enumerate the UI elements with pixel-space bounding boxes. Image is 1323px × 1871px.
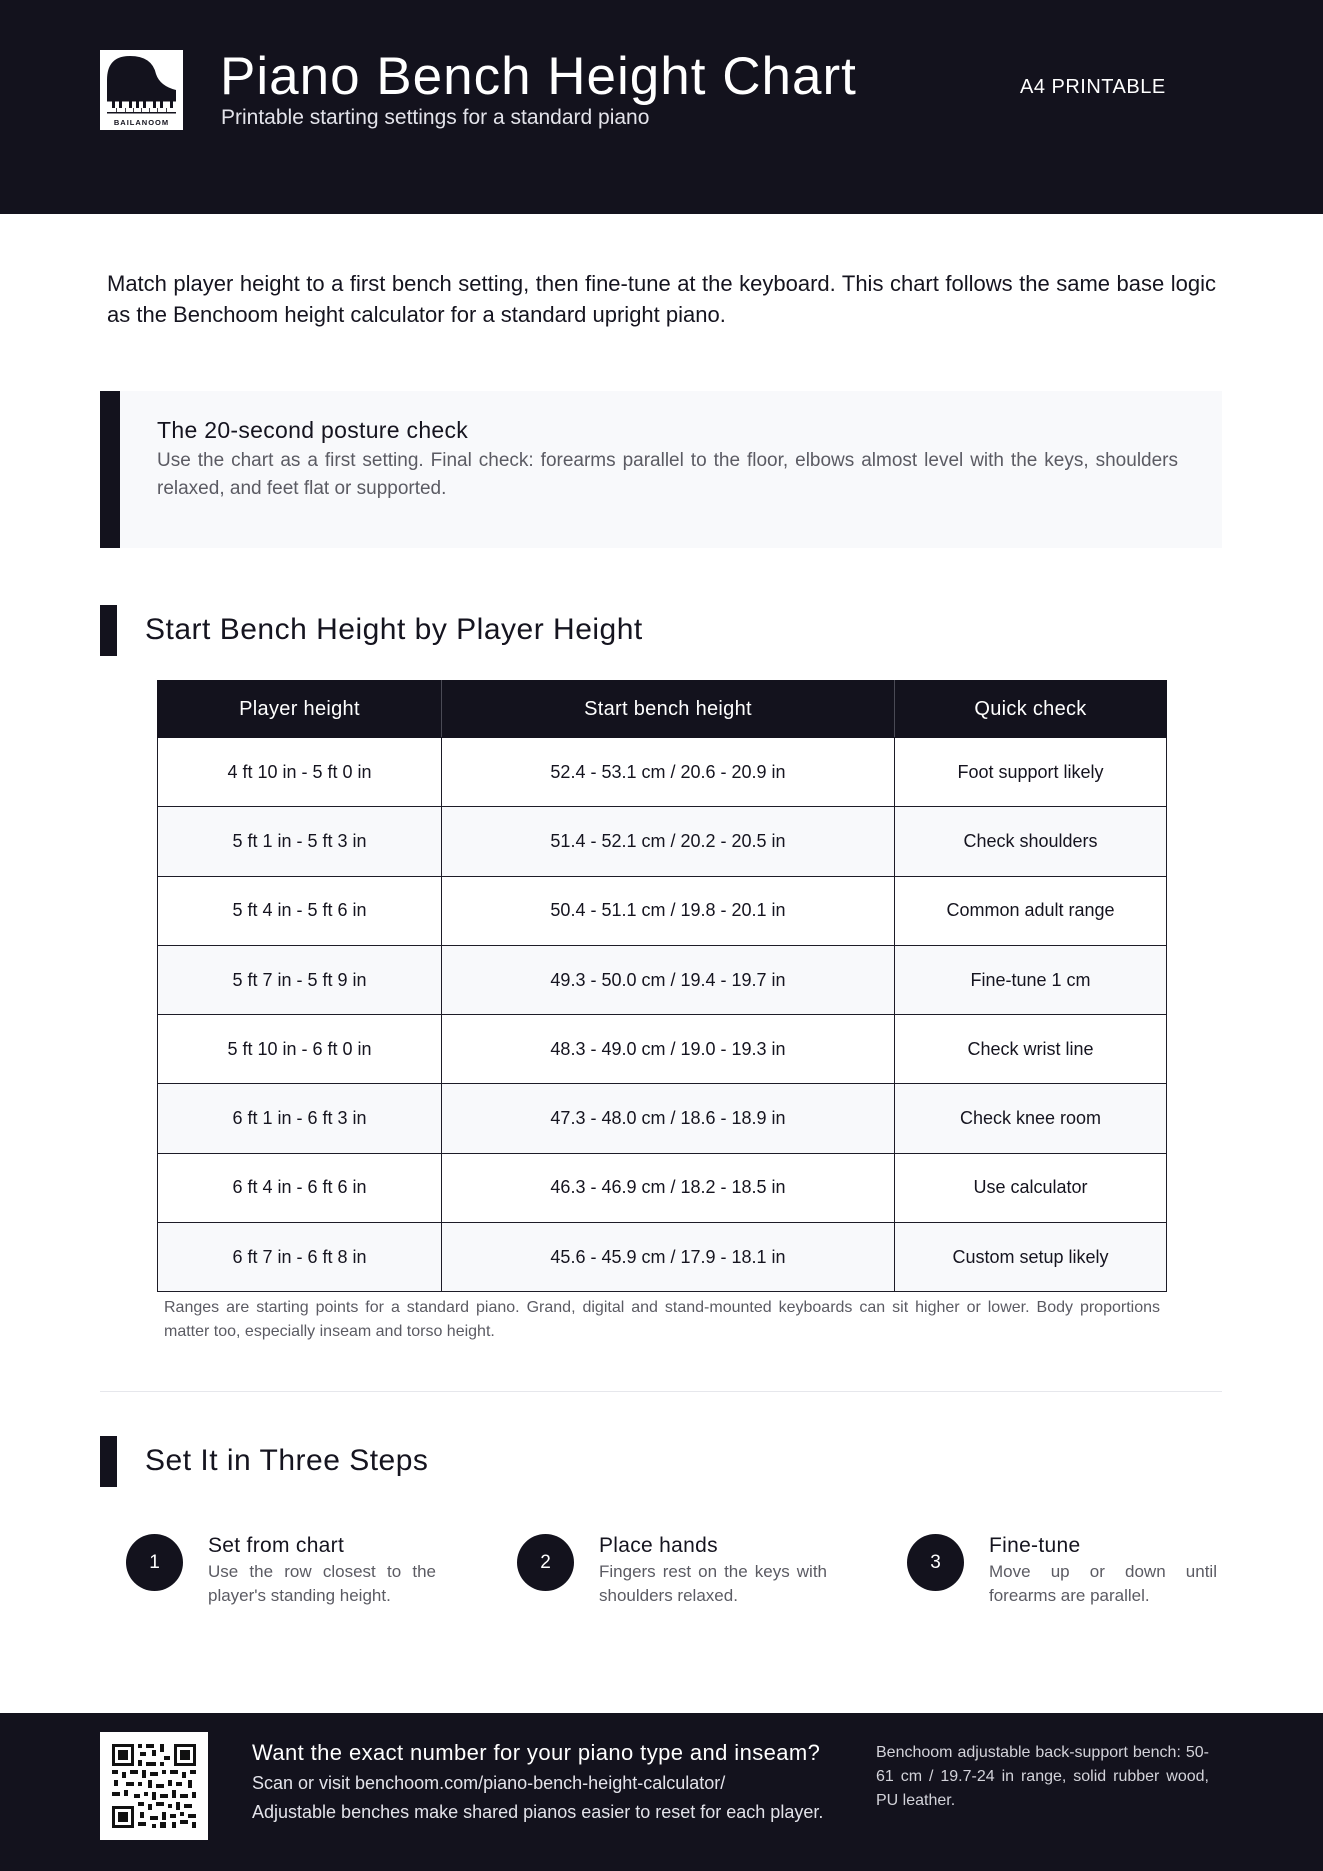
cell-quick-check: Custom setup likely bbox=[895, 1223, 1167, 1292]
table-row bbox=[158, 945, 1167, 1014]
step-body: Fingers rest on the keys with shoulders relaxed. bbox=[599, 1562, 827, 1605]
step-1 bbox=[126, 1534, 456, 1614]
page-title: Piano Bench Height Chart bbox=[220, 47, 857, 106]
cell-player-height: 5 ft 1 in - 5 ft 3 in bbox=[158, 807, 442, 876]
column-header-start-bench-height: Start bench height bbox=[442, 681, 895, 738]
cell-bench-height: 48.3 - 49.0 cm / 19.0 - 19.3 in bbox=[442, 1015, 895, 1084]
footer-heading: Want the exact number for your piano type and inseam? bbox=[252, 1740, 821, 1765]
page-footer bbox=[0, 1713, 1323, 1871]
table-row bbox=[158, 1223, 1167, 1292]
cell-quick-check: Common adult range bbox=[895, 876, 1167, 945]
cell-player-height: 5 ft 7 in - 5 ft 9 in bbox=[158, 945, 442, 1014]
step-3 bbox=[907, 1534, 1237, 1614]
intro-paragraph: Match player height to a first bench setting, then fine-tune at the keyboard. This chart follows the same base logic as the Benchoom height calculator for a standard upright piano. bbox=[107, 271, 1216, 327]
table-row bbox=[158, 1153, 1167, 1222]
column-header-quick-check: Quick check bbox=[895, 681, 1167, 738]
table-row bbox=[158, 876, 1167, 945]
callout-body: Use the chart as a first setting. Final check: forearms parallel to the floor, elbows almost level with the keys, shoulders relaxed, and feet flat or supported. bbox=[157, 450, 1178, 499]
cell-bench-height: 45.6 - 45.9 cm / 17.9 - 18.1 in bbox=[442, 1223, 895, 1292]
cell-player-height: 5 ft 10 in - 6 ft 0 in bbox=[158, 1015, 442, 1084]
table-row bbox=[158, 738, 1167, 807]
cell-bench-height: 47.3 - 48.0 cm / 18.6 - 18.9 in bbox=[442, 1084, 895, 1153]
step-body: Move up or down until forearms are parallel. bbox=[989, 1562, 1217, 1605]
step-title: Fine-tune bbox=[989, 1534, 1081, 1557]
page-subtitle: Printable starting settings for a standard piano bbox=[221, 106, 650, 129]
logo-wordmark: BAILANOOM bbox=[113, 118, 170, 127]
a4-printable-badge: A4 PRINTABLE bbox=[1020, 76, 1166, 98]
table-row bbox=[158, 1084, 1167, 1153]
page-header bbox=[0, 0, 1323, 214]
cell-quick-check: Check knee room bbox=[895, 1084, 1167, 1153]
bench-height-table bbox=[157, 680, 1167, 1292]
cell-player-height: 5 ft 4 in - 5 ft 6 in bbox=[158, 876, 442, 945]
cell-player-height: 6 ft 7 in - 6 ft 8 in bbox=[158, 1223, 442, 1292]
grand-piano-icon bbox=[100, 50, 183, 130]
step-body: Use the row closest to the player's standing height. bbox=[208, 1562, 436, 1605]
cell-player-height: 6 ft 4 in - 6 ft 6 in bbox=[158, 1153, 442, 1222]
posture-check-callout bbox=[100, 391, 1222, 548]
cell-bench-height: 50.4 - 51.1 cm / 19.8 - 20.1 in bbox=[442, 876, 895, 945]
section-heading-label: Start Bench Height by Player Height bbox=[145, 613, 643, 646]
cell-quick-check: Fine-tune 1 cm bbox=[895, 945, 1167, 1014]
section-accent-bar bbox=[100, 605, 117, 656]
cell-quick-check: Foot support likely bbox=[895, 738, 1167, 807]
cell-bench-height: 49.3 - 50.0 cm / 19.4 - 19.7 in bbox=[442, 945, 895, 1014]
callout-title: The 20-second posture check bbox=[157, 417, 469, 443]
footer-calculator-link[interactable]: Scan or visit benchoom.com/piano-bench-height-calculator/ bbox=[252, 1773, 726, 1793]
cell-player-height: 4 ft 10 in - 5 ft 0 in bbox=[158, 738, 442, 807]
step-number-badge: 2 bbox=[517, 1534, 574, 1591]
cell-bench-height: 52.4 - 53.1 cm / 20.6 - 20.9 in bbox=[442, 738, 895, 807]
cell-quick-check: Check wrist line bbox=[895, 1015, 1167, 1084]
cell-bench-height: 46.3 - 46.9 cm / 18.2 - 18.5 in bbox=[442, 1153, 895, 1222]
cell-player-height: 6 ft 1 in - 6 ft 3 in bbox=[158, 1084, 442, 1153]
column-header-player-height: Player height bbox=[158, 681, 442, 738]
table-header-row bbox=[158, 681, 1167, 738]
section-heading-label: Set It in Three Steps bbox=[145, 1444, 429, 1477]
table-footnote: Ranges are starting points for a standard piano. Grand, digital and stand-mounted keyboards can sit higher or lower. Body proportions matter too, especially inseam and torso height. bbox=[164, 1299, 1160, 1340]
table-row bbox=[158, 1015, 1167, 1084]
table-row bbox=[158, 807, 1167, 876]
cell-bench-height: 51.4 - 52.1 cm / 20.2 - 20.5 in bbox=[442, 807, 895, 876]
cell-quick-check: Use calculator bbox=[895, 1153, 1167, 1222]
section-divider bbox=[100, 1391, 1222, 1392]
step-title: Set from chart bbox=[208, 1534, 345, 1557]
cell-quick-check: Check shoulders bbox=[895, 807, 1167, 876]
step-number-badge: 1 bbox=[126, 1534, 183, 1591]
footer-product-note: Benchoom adjustable back-support bench: 50-61 cm / 19.7-24 in range, solid rubber wood, PU leather. bbox=[876, 1744, 1209, 1809]
step-number-badge: 3 bbox=[907, 1534, 964, 1591]
qr-code-icon[interactable] bbox=[100, 1732, 208, 1840]
step-2 bbox=[517, 1534, 847, 1614]
step-title: Place hands bbox=[599, 1534, 718, 1557]
brand-logo bbox=[100, 50, 183, 130]
section-accent-bar bbox=[100, 1436, 117, 1487]
footer-tagline: Adjustable benches make shared pianos easier to reset for each player. bbox=[252, 1802, 824, 1822]
